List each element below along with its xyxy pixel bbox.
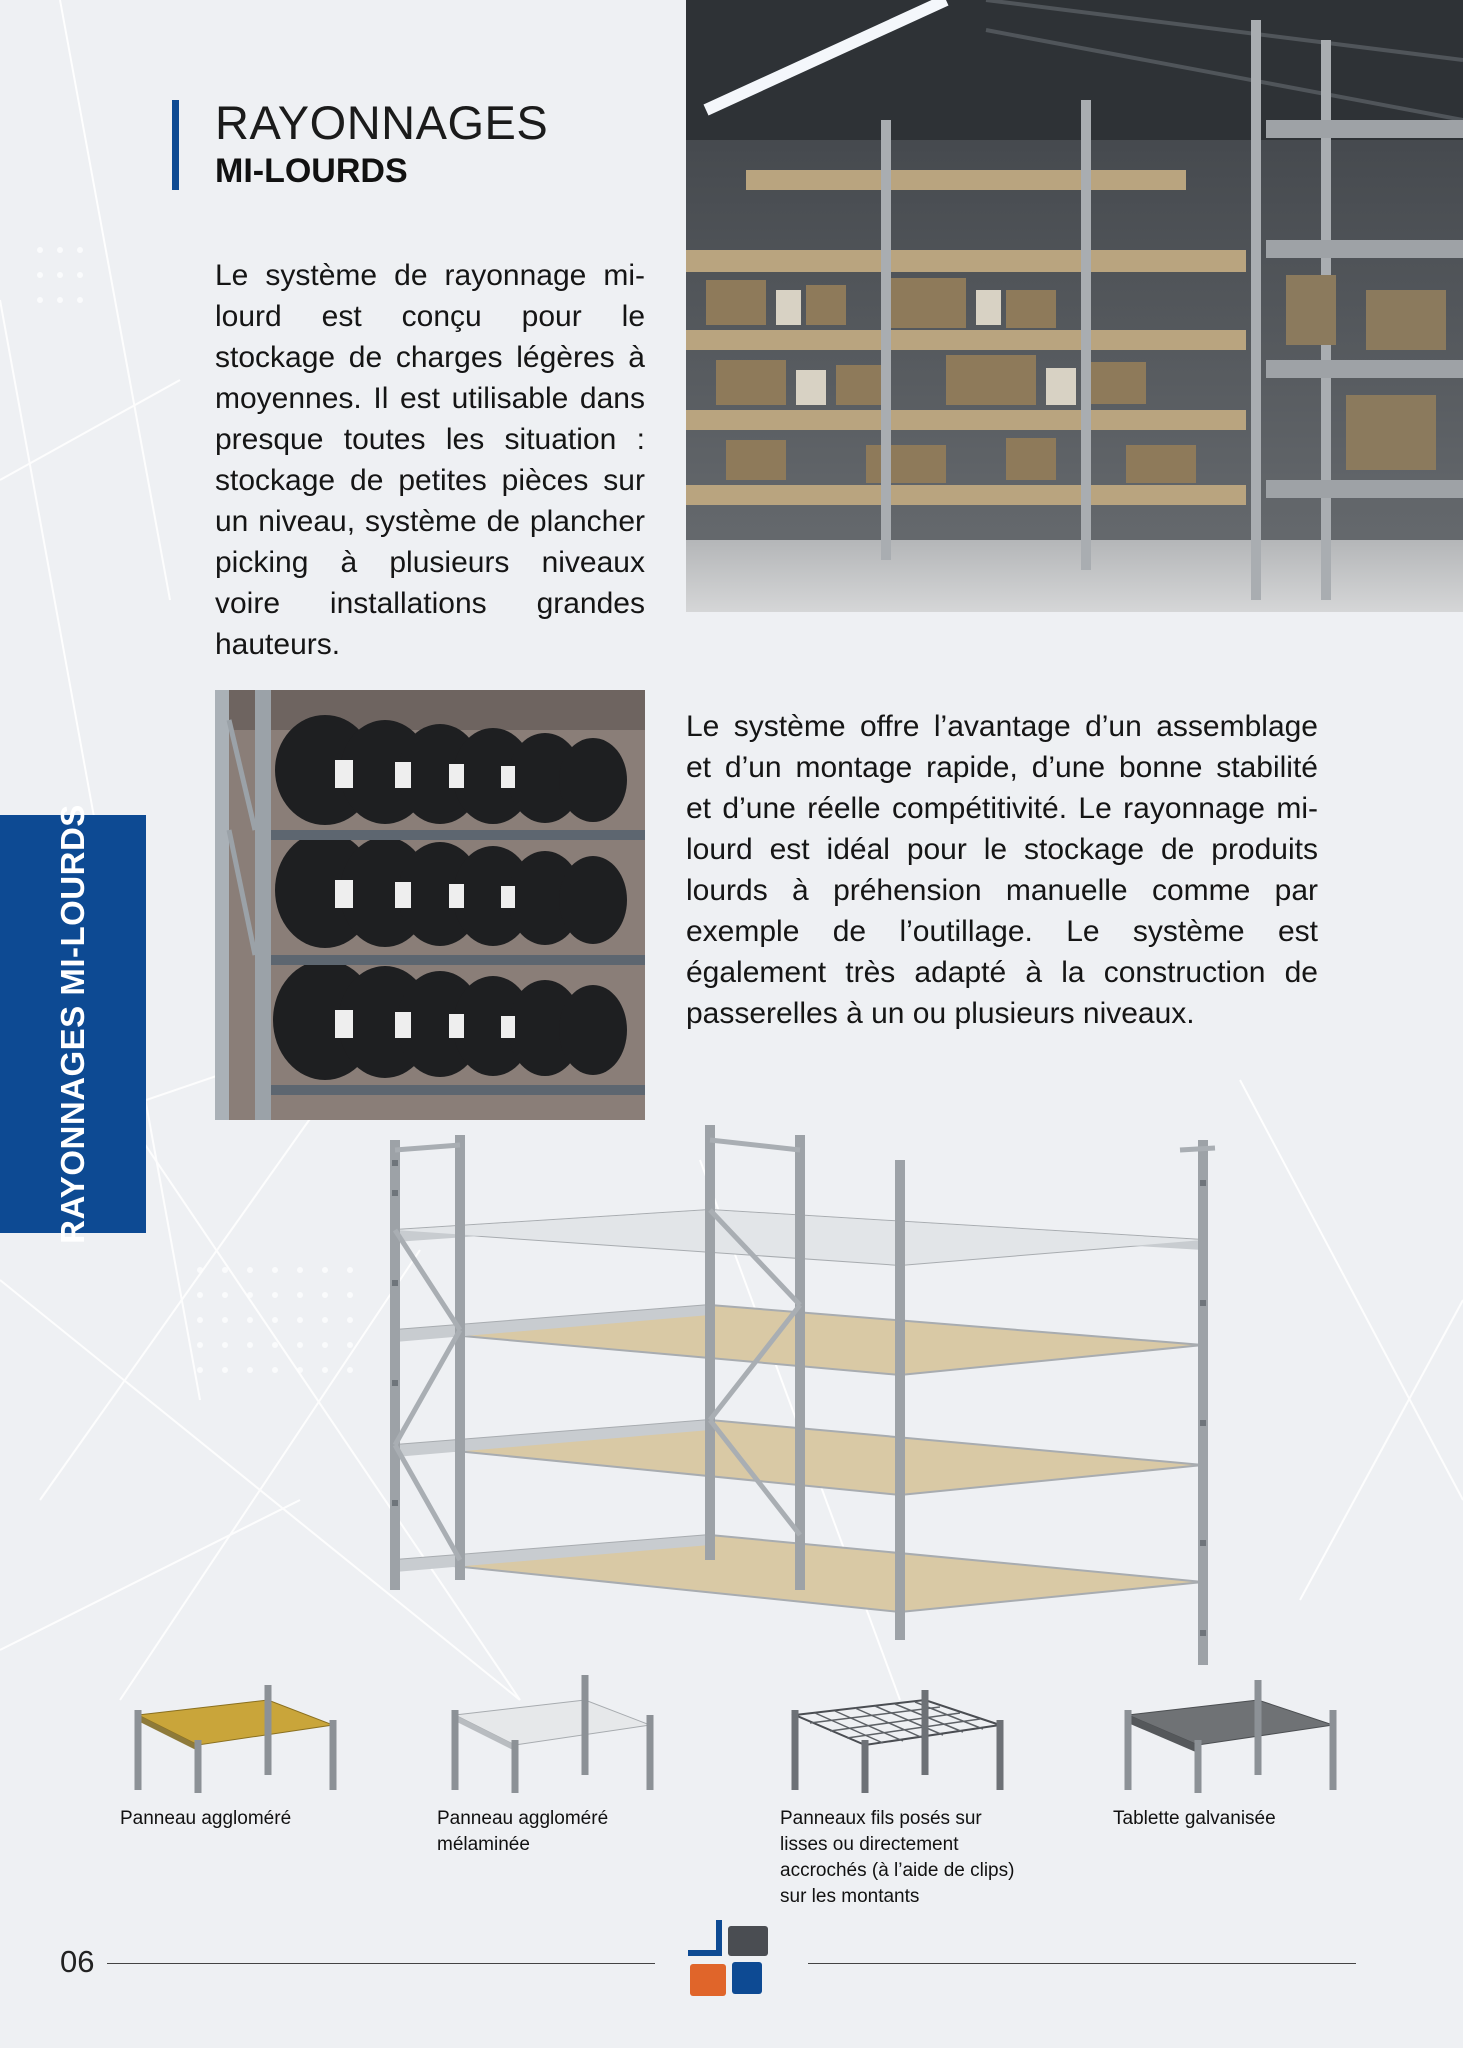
galvanized-shelf-icon	[1108, 1665, 1348, 1795]
side-tab-label: RAYONNAGES MI-LOURDS	[54, 804, 91, 1244]
option-melamine	[435, 1665, 665, 1795]
page-number: 06	[60, 1944, 95, 1979]
tire-rack-photo	[215, 690, 645, 1120]
logo-icon	[686, 1918, 778, 2010]
option-wire-mesh	[775, 1665, 1015, 1795]
warehouse-shelving-photo	[686, 0, 1463, 612]
shelving-unit-illustration	[380, 1120, 1220, 1680]
title-accent-bar	[172, 100, 179, 190]
option-galvanized	[1108, 1665, 1348, 1795]
option-chipboard	[118, 1665, 348, 1795]
option-label-galvanized: Tablette galvanisée	[1113, 1808, 1276, 1829]
melamine-shelf-icon	[435, 1665, 665, 1795]
option-label-wire-mesh: Panneaux fils posés sur lisses ou directement accrochés (à l’aide de clips) sur les montants	[780, 1808, 1015, 1907]
footer-divider-left	[107, 1963, 655, 1964]
chipboard-shelf-icon	[118, 1665, 348, 1795]
advantages-paragraph: Le système offre l’avantage d’un assemblage et d’un montage rapide, d’une bonne stabilité et d’une réelle compétitivité. Le rayonnage mi-lourd est idéal pour le stockage de produits lourds à préhension manuelle comme par exemple de l’outillage. Le système est également très adapté à la construction de passerelles à un ou plusieurs niveaux.	[686, 710, 1318, 1030]
section-side-tab	[0, 804, 146, 1244]
wire-mesh-shelf-icon	[775, 1665, 1015, 1795]
option-label-chipboard: Panneau aggloméré	[120, 1808, 292, 1829]
intro-paragraph: Le système de rayonnage mi-lourd est conçu pour le stockage de charges légères à moyennes. Il est utilisable dans presque toutes les situation : stockage de petites pièces sur un niveau, système de plancher picking à plusieurs niveaux voire installations grandes hauteurs.	[215, 259, 645, 661]
page-title: RAYONNAGES	[215, 96, 549, 149]
footer-divider-right	[808, 1963, 1356, 1964]
page-subtitle: MI-LOURDS	[215, 152, 408, 190]
company-logo	[686, 1918, 778, 2010]
option-label-melamine: Panneau aggloméré mélaminée	[437, 1808, 609, 1855]
